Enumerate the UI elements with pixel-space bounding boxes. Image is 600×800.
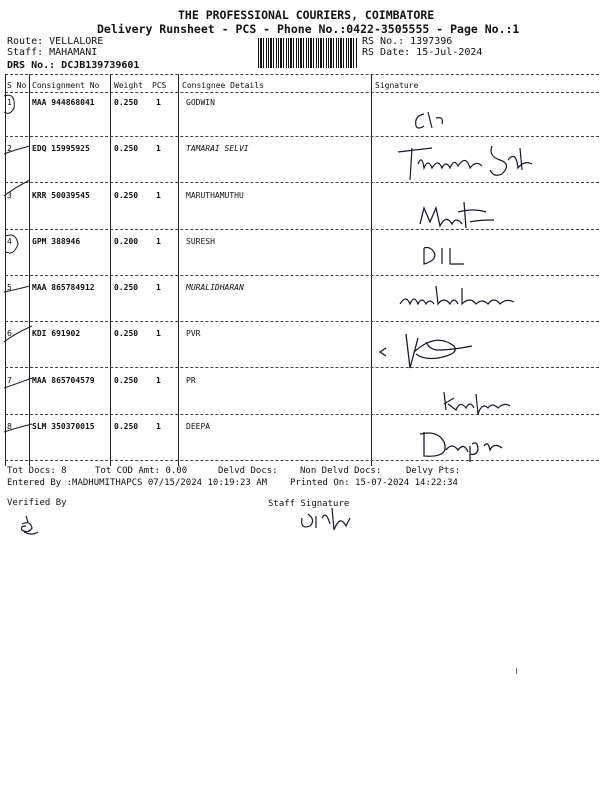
row-weight: 0.250 [114, 329, 139, 338]
row-divider [5, 229, 599, 230]
row-consignment: GPM 388946 [32, 237, 81, 246]
row-sno: 4 [7, 237, 12, 246]
col-header-weight: Weight [114, 81, 143, 90]
row-consignee: DEEPA [186, 422, 211, 431]
stray-mark [516, 668, 517, 674]
row-sno: 7 [7, 376, 12, 385]
delivered-docs: Delvd Docs: [218, 466, 278, 476]
row-weight: 0.250 [114, 98, 139, 107]
staff-label: Staff: MAHAMANI [7, 47, 98, 58]
row-consignee: SURESH [186, 237, 215, 246]
non-delivered-docs: Non Delvd Docs: [300, 466, 382, 476]
row-divider [5, 367, 599, 368]
signature-row-7 [440, 386, 520, 420]
signature-row-6 [376, 328, 486, 372]
entered-by: Entered By :MADHUMITHAPCS 07/15/2024 10:19:23 AM [7, 478, 268, 488]
delivery-points: Delvy Pts: [406, 466, 461, 476]
row-consignee: MURALIDHARAN [186, 283, 244, 292]
row-consignee: PR [186, 376, 196, 385]
row-consignment: KRR 50039545 [32, 191, 90, 200]
row-pcs: 1 [156, 98, 161, 107]
rs-number: RS No.: 1397396 [362, 36, 453, 47]
row-consignee: TAMARAI SELVI [186, 144, 249, 153]
row-consignee: PVR [186, 329, 201, 338]
row-consignee: MARUTHAMUTHU [186, 191, 244, 200]
staff-signature-label: Staff Signature [268, 499, 350, 509]
row-sno: 5 [7, 283, 12, 292]
col-header-consignment: Consignment No [32, 81, 100, 90]
row-divider [5, 275, 599, 276]
row-consignment: KDI 691902 [32, 329, 81, 338]
col-header-signature: Signature [375, 81, 419, 90]
row-weight: 0.250 [114, 422, 139, 431]
row-pcs: 1 [156, 283, 161, 292]
row-sno: 2 [7, 144, 12, 153]
row-pcs: 1 [156, 191, 161, 200]
signature-row-8 [416, 428, 516, 464]
col-divider-consignee [178, 74, 179, 466]
row-sno: 8 [7, 422, 12, 431]
row-consignment: MAA 865784912 [32, 283, 95, 292]
col-header-consignee: Consignee Details [182, 81, 264, 90]
row-sno: 6 [7, 329, 12, 338]
row-weight: 0.250 [114, 283, 139, 292]
signature-row-1 [410, 108, 450, 134]
row-sno: 1 [7, 98, 12, 107]
row-weight: 0.250 [114, 376, 139, 385]
total-cod-amount: Tot COD Amt: 0.00 [95, 466, 188, 476]
row-weight: 0.250 [114, 191, 139, 200]
row-consignment: SLM 350370015 [32, 422, 95, 431]
total-docs: Tot Docs: 8 [7, 466, 67, 476]
row-consignment: MAA 865704579 [32, 376, 95, 385]
row-pcs: 1 [156, 144, 161, 153]
col-divider-signature [371, 74, 372, 466]
table-top-rule [5, 74, 599, 75]
row-divider [5, 136, 599, 137]
signature-row-2 [392, 140, 552, 184]
barcode [258, 38, 358, 68]
row-pcs: 1 [156, 329, 161, 338]
pen-tick-marks [0, 0, 40, 470]
runsheet-title: Delivery Runsheet - PCS - Phone No.:0422-3505555 - Page No.:1 [97, 22, 520, 36]
col-header-sno: S No [7, 81, 27, 90]
row-sno: 3 [7, 191, 12, 200]
row-pcs: 1 [156, 376, 161, 385]
signature-row-5 [396, 282, 526, 318]
signature-row-3 [414, 198, 504, 238]
header-bottom-rule [5, 92, 599, 93]
company-name: THE PROFESSIONAL COURIERS, COIMBATORE [178, 8, 435, 22]
verified-by-signature [16, 514, 46, 538]
row-weight: 0.200 [114, 237, 139, 246]
row-pcs: 1 [156, 237, 161, 246]
col-divider-weight [110, 74, 111, 466]
printed-on: Printed On: 15-07-2024 14:22:34 [290, 478, 458, 488]
drs-number: DRS No.: DCJB139739601 [7, 60, 140, 71]
row-consignment: MAA 944868041 [32, 98, 95, 107]
row-weight: 0.250 [114, 144, 139, 153]
row-consignee: GODWIN [186, 98, 215, 107]
row-divider [5, 321, 599, 322]
rs-date: RS Date: 15-Jul-2024 [362, 47, 483, 58]
verified-by-label: Verified By [7, 498, 67, 508]
signature-row-4 [420, 242, 470, 268]
col-header-pcs: PCS [152, 81, 167, 90]
route-label: Route: VELLALORE [7, 36, 104, 47]
row-consignment: EDQ 15995925 [32, 144, 90, 153]
staff-signature-mark [296, 504, 356, 534]
row-pcs: 1 [156, 422, 161, 431]
